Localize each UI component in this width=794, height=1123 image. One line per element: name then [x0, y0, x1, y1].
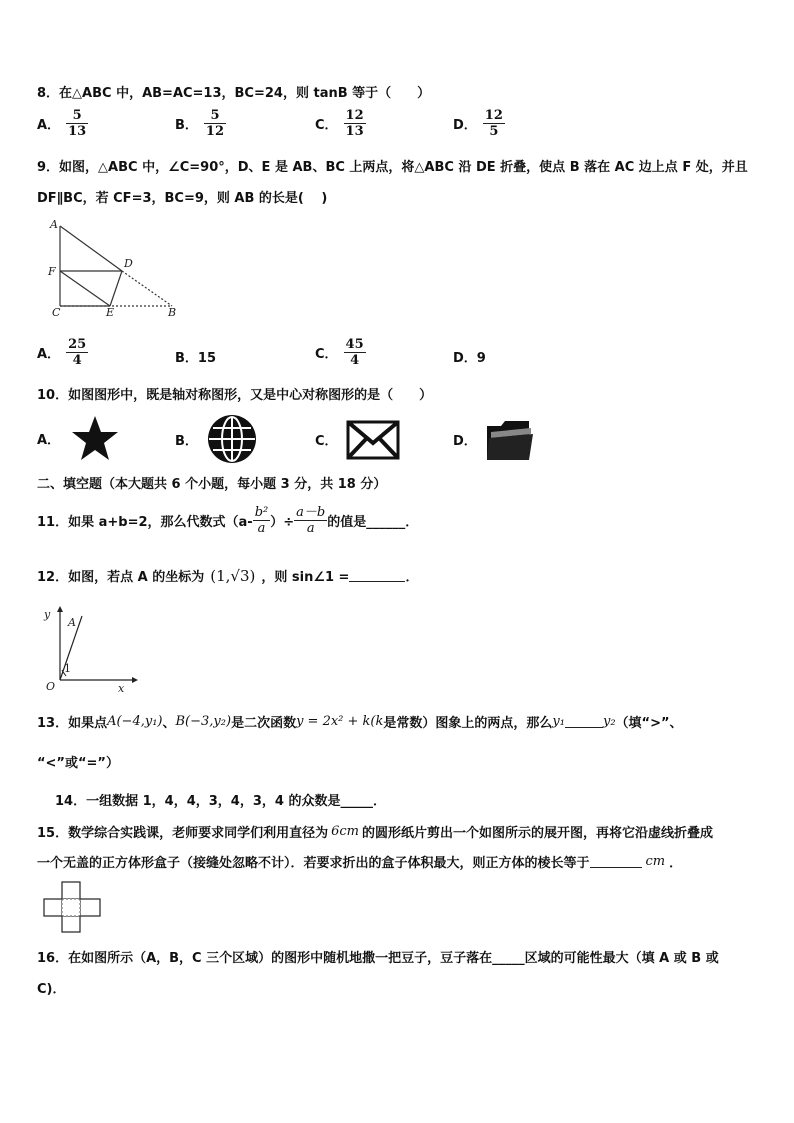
q8-option-c-letter: C． [315, 118, 338, 133]
q12-stem [37, 566, 418, 585]
section-2-heading: 二、填空题（本大题共 6 个小题，每小题 3 分，共 18 分） [37, 477, 387, 492]
label-e: E [106, 306, 115, 319]
q12-answer-blank[interactable] [349, 569, 405, 582]
q9-option-a-letter: A． [37, 347, 61, 362]
q15-answer-blank[interactable] [590, 855, 642, 868]
envelope-icon [344, 412, 404, 466]
q15-line1 [37, 822, 713, 841]
angle-1-label: 1 [64, 662, 71, 675]
q10-option-d-letter: D． [453, 433, 477, 449]
q15-text-a: 15．数学综合实践课，老师要求同学们利用直径为 [37, 826, 329, 841]
q9-stem-line2: DF∥BC，若 CF=3，BC=9，则 AB 的长是( ) [37, 191, 328, 206]
origin-label: O [46, 680, 56, 693]
q13-point-a: A(−4,y₁) [107, 714, 163, 729]
q8-option-b-letter: B． [175, 118, 198, 133]
q10-option-b-letter: B． [175, 433, 198, 449]
q12-coordinate: (1,√3) [210, 566, 256, 585]
axis-x-label: x [118, 682, 125, 695]
q10-option-c[interactable] [315, 412, 404, 466]
q13-line1 [37, 712, 683, 731]
q13-separator: 、 [162, 716, 176, 731]
q10-option-a-letter: A． [37, 432, 61, 448]
q15-unit: cm [645, 854, 666, 869]
q9-stem-line1: 9．如图，△ABC 中，∠C=90°，D、E 是 AB、BC 上两点，将△ABC 沿 DE 折叠，使点 B 落在 AC 边上点 F 处，并且 [37, 160, 748, 175]
q10-option-a[interactable] [37, 412, 124, 464]
q9-option-c-fraction: $\frac{45}{4}$ [345, 337, 364, 368]
q11-fraction-2: $\frac{a-b}{a}$ [296, 505, 326, 536]
q13-text-a: 13．如果点 [37, 716, 108, 731]
globe-icon [204, 412, 260, 466]
q13-text-b: 是二次函数 [231, 716, 297, 731]
q11-fraction-1: $\frac{\text{b²}}{a}$ [254, 505, 269, 536]
q12-mid: ，则 sin∠1 = [261, 570, 350, 585]
q9-triangle-figure [44, 216, 184, 320]
q9-option-a[interactable] [37, 337, 88, 368]
q11-prefix: 11．如果 a+b=2，那么代数式（a- [37, 515, 253, 530]
q13-answer-blank[interactable] [565, 715, 603, 728]
q16-line1: 16．在如图所示（A，B，C 三个区域）的图形中随机地撒一把豆子，豆子落在_____区域的可能性最大（填 A 或 B 或 [37, 951, 719, 966]
q9-option-b-text: B．15 [175, 351, 216, 366]
q15-text-d: ． [669, 856, 683, 871]
label-f: F [48, 265, 56, 278]
q13-y1: y₁ [552, 714, 565, 729]
folder-icon [483, 412, 535, 466]
q15-text-c: 一个无盖的正方体形盒子（接缝处忽略不计）．若要求折出的盒子体积最大，则正方体的棱长等于 [37, 856, 590, 871]
q13-point-b: B(−3,y₂) [175, 714, 232, 729]
star-icon [66, 412, 124, 464]
q12-prefix: 12．如图，若点 A 的坐标为 [37, 570, 205, 585]
q10-option-d[interactable] [453, 412, 535, 466]
label-b: B [168, 306, 177, 319]
q15-line2 [37, 852, 682, 871]
q9-option-d[interactable] [453, 347, 486, 366]
q8-option-d[interactable] [453, 108, 505, 139]
q9-option-c[interactable] [315, 337, 366, 368]
q8-stem: 8．在△ABC 中，AB=AC=13，BC=24，则 tanB 等于（ ） [37, 86, 431, 101]
q9-option-a-fraction: $\frac{25}{4}$ [68, 337, 87, 368]
axis-y-label: y [44, 608, 51, 621]
q12-coordinate-figure [40, 604, 140, 696]
q15-text-b: 的圆形纸片剪出一个如图所示的展开图，再将它沿虚线折叠成 [361, 826, 713, 841]
q9-option-d-text: D．9 [453, 351, 486, 366]
q15-cube-net-figure [42, 880, 104, 936]
q16-line2: C)． [37, 982, 66, 997]
q12-suffix: ． [405, 570, 419, 585]
label-d: D [124, 257, 133, 270]
q15-diameter: 6cm [331, 824, 359, 839]
q11-mid: ）÷ [270, 515, 295, 530]
q13-line2: “<”或“=”） [37, 756, 119, 771]
q8-option-d-letter: D． [453, 118, 477, 133]
q8-option-a[interactable] [37, 108, 88, 139]
q13-y2: y₂ [602, 714, 616, 729]
q8-option-c[interactable] [315, 108, 366, 139]
q13-text-d: （填“>”、 [615, 716, 683, 731]
label-a: A [50, 218, 58, 231]
q9-option-c-letter: C． [315, 347, 338, 362]
q14-stem: 14．一组数据 1，4，4，3，4，3，4 的众数是_____． [55, 794, 386, 809]
q8-option-b-fraction: $\frac{5}{12}$ [205, 108, 225, 139]
q10-stem: 10．如图图形中，既是轴对称图形，又是中心对称图形的是（ ） [37, 388, 433, 403]
q8-option-b[interactable] [175, 108, 226, 139]
q11-suffix: 的值是______． [327, 515, 419, 530]
label-c: C [52, 306, 61, 319]
q13-text-c: 是常数）图象上的两点，那么 [383, 716, 553, 731]
q11-stem [37, 505, 418, 536]
point-a-label: A [68, 616, 76, 629]
q10-option-b[interactable] [175, 412, 260, 466]
q10-option-c-letter: C． [315, 433, 338, 449]
q9-option-b[interactable] [175, 347, 216, 366]
q8-option-a-letter: A． [37, 118, 61, 133]
q13-function: y = 2x² + k(k [296, 714, 384, 729]
q8-option-a-fraction: $\frac{5}{13}$ [68, 108, 87, 139]
q8-option-d-fraction: $\frac{12}{5}$ [484, 108, 503, 139]
q8-option-c-fraction: $\frac{12}{13}$ [345, 108, 364, 139]
